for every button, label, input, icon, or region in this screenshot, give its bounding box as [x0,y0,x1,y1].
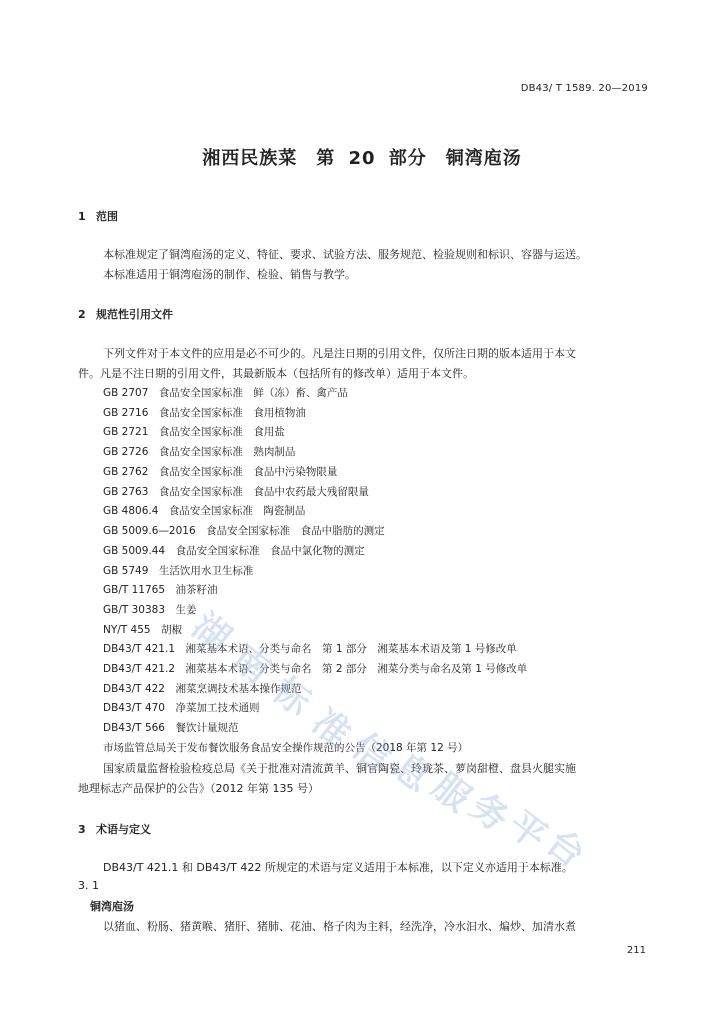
term-definition: 以猪血、粉肠、猪黄喉、猪肝、猪肺、花油、格子肉为主料，经洗净，冷水汩水、煸炒、加清水煮 [103,920,576,933]
paragraph: 本标准规定了铜湾庖汤的定义、特征、要求、试验方法、服务规范、检验规则和标识、容器与运送。 [103,248,587,261]
watermark-char: 标 [264,669,318,725]
paragraph: 地理标志产品保护的公告》（2012 年第 135 号） [78,782,319,795]
reference-item: GB 5009.44 食品安全国家标准 食品中氯化物的测定 [103,545,365,557]
reference-item: GB/T 11765 油茶籽油 [103,584,218,596]
paragraph: 国家质量监督检验检疫总局《关于批准对清流黄羊、铜官陶瓷、玲珑茶、萝岗甜橙、盘县火腿实施 [103,762,576,775]
section-title: 范围 [96,210,118,223]
section-title: 规范性引用文件 [96,308,173,321]
paragraph: DB43/T 421.1 和 DB43/T 422 所规定的术语与定义适用于本标准，以下定义亦适用于本标准。 [103,861,573,874]
term-name: 铜湾庖汤 [90,900,134,913]
watermark-char: 准 [304,701,358,757]
reference-item: DB43/T 470 净菜加工技术通则 [103,702,260,714]
reference-item: GB 2716 食品安全国家标准 食用植物油 [103,407,306,419]
watermark-char: 台 [538,821,592,877]
watermark-char: 信 [344,725,398,781]
reference-item: DB43/T 422 湘菜烹调技术基本操作规范 [103,683,302,695]
reference-item: GB 2707 食品安全国家标准 鲜（冻）畜、禽产品 [103,387,348,399]
reference-item: GB 5009.6—2016 食品安全国家标准 食品中脂肪的测定 [103,525,385,537]
section-number: 1 [78,210,86,223]
reference-item: DB43/T 421.2 湘菜基本术语、分类与命名 第 2 部分 湘菜分类与命名及第 1 号修改单 [103,663,528,675]
paragraph: 本标准适用于铜湾庖汤的制作、检验、销售与教学。 [103,268,356,281]
section-2-heading [78,306,173,322]
reference-item: GB 2762 食品安全国家标准 食品中污染物限量 [103,466,338,478]
section-number: 2 [78,308,86,321]
standard-code: DB43/ T 1589. 20—2019 [520,83,648,94]
section-number: 3 [78,823,86,836]
reference-item: DB43/T 421.1 湘菜基本术语、分类与命名 第 1 部分 湘菜基本术语及第 1 号修改单 [103,643,517,655]
watermark-char: 平 [500,803,554,859]
reference-item: 市场监管总局关于发布餐饮服务食品安全操作规范的公告（2018 年第 12 号） [103,742,469,754]
watermark-char: 南 [224,637,278,693]
reference-item: GB 2726 食品安全国家标准 熟肉制品 [103,446,296,458]
section-3-heading [78,821,151,837]
section-1-heading [78,208,118,224]
reference-item: GB/T 30383 生姜 [103,604,197,616]
watermark-char: 服 [424,765,478,821]
reference-item: NY/T 455 胡椒 [103,624,183,636]
reference-item: GB 5749 生活饮用水卫生标准 [103,565,254,577]
paragraph: 下列文件对于本文件的应用是必不可少的。凡是注日期的引用文件，仅所注日期的版本适用于本文 [103,347,576,360]
section-title: 术语与定义 [96,823,151,836]
watermark-char: 湖 [184,605,238,661]
reference-item: DB43/T 566 餐饮计量规范 [103,722,239,734]
page-title: 湘西民族菜 第 20 部分 铜湾庖汤 [202,148,522,169]
paragraph: 件。凡是不注日期的引用文件，其最新版本（包括所有的修改单）适用于本文件。 [78,367,474,380]
page-number: 211 [626,945,646,956]
reference-item: GB 2763 食品安全国家标准 食品中农药最大残留限量 [103,486,369,498]
watermark-char: 息 [384,745,438,801]
reference-item: GB 2721 食品安全国家标准 食用盐 [103,426,285,438]
reference-item: GB 4806.4 食品安全国家标准 陶瓷制品 [103,505,306,517]
watermark-char: 务 [462,785,516,841]
term-number: 3. 1 [78,879,99,892]
